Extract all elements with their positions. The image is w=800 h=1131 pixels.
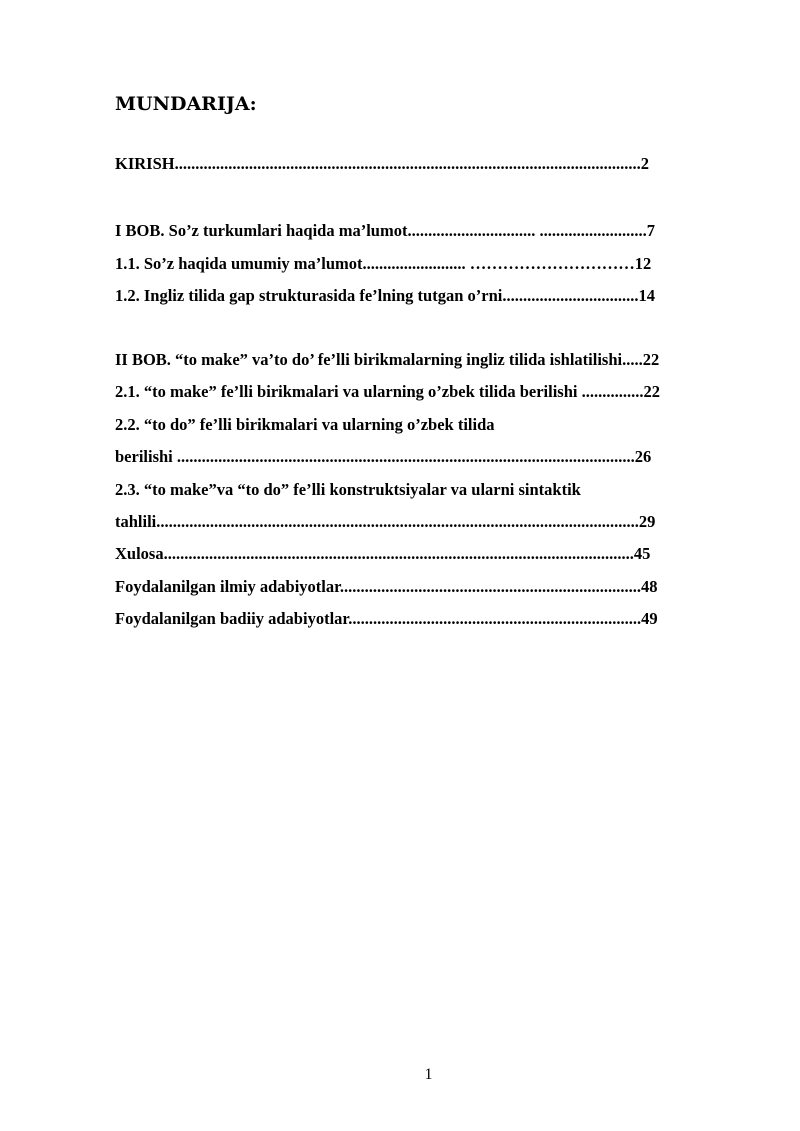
toc-entry-xulosa: Xulosa..................................................................................................................45 bbox=[115, 544, 651, 563]
toc-entry-kirish: KIRISH.................................................................................................................2 bbox=[115, 154, 649, 173]
toc-entry-2-3: 2.3. “to make”va “to do” fe’lli konstruktsiyalar va ularni sintaktik bbox=[115, 480, 581, 499]
page-title: MUNDARIJA: bbox=[115, 93, 257, 115]
toc-entry-2-2: 2.2. “to do” fe’lli birikmalari va ularning o’zbek tilida bbox=[115, 415, 495, 434]
toc-entry-ilmiy-adabiyotlar: Foydalanilgan ilmiy adabiyotlar.........................................................................48 bbox=[115, 577, 658, 596]
toc-entry-chapter-1: I BOB. So’z turkumlari haqida ma’lumot............................... ..........................7 bbox=[115, 221, 655, 240]
toc-entry-badiiy-adabiyotlar: Foydalanilgan badiiy adabiyotlar.......................................................................49 bbox=[115, 609, 658, 628]
toc-entry-1-2: 1.2. Ingliz tilida gap strukturasida fe’lning tutgan o’rni.................................14 bbox=[115, 286, 655, 305]
toc-entry-chapter-2: II BOB. “to make” va’to do’ fe’lli birikmalarning ingliz tilida ishlatilishi.....22 bbox=[115, 350, 660, 369]
toc-entry-1-1: 1.1. So’z haqida umumiy ma’lumot......................... …………………………12 bbox=[115, 254, 652, 273]
toc-entry-2-3-continued: tahlili.....................................................................................................................29 bbox=[115, 512, 656, 531]
toc-entry-2-1: 2.1. “to make” fe’lli birikmalari va ularning o’zbek tilida berilishi ...............22 bbox=[115, 382, 660, 401]
toc-entry-2-2-continued: berilishi ...............................................................................................................26 bbox=[115, 447, 652, 466]
page-number: 1 bbox=[424, 1066, 433, 1083]
